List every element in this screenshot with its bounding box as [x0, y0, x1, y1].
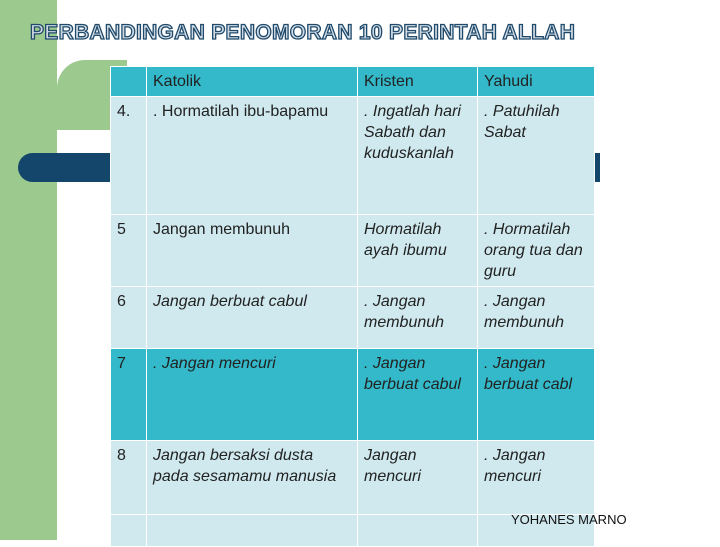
- katolik-cell: Jangan bersaksi dusta pada sesamamu manusia: [147, 441, 358, 515]
- katolik-cell: Jangan berbuat cabul: [147, 287, 358, 349]
- row-number: [111, 515, 147, 547]
- author-footer: YOHANES MARNO: [511, 512, 627, 527]
- kristen-cell: . Jangan membunuh: [358, 287, 478, 349]
- table-row: [111, 441, 595, 515]
- header-cell-kristen: Kristen: [358, 67, 478, 97]
- yahudi-cell: . Jangan berbuat cabl: [478, 349, 595, 441]
- comparison-table: [110, 66, 595, 547]
- decorative-green-bar: [0, 0, 57, 540]
- row-number: 4.: [111, 97, 147, 215]
- row-number: 8: [111, 441, 147, 515]
- row-number: 6: [111, 287, 147, 349]
- kristen-cell: [358, 515, 478, 547]
- kristen-cell: Jangan mencuri: [358, 441, 478, 515]
- kristen-cell: . Ingatlah hari Sabath dan kuduskanlah: [358, 97, 478, 215]
- yahudi-cell: . Hormatilah orang tua dan guru: [478, 215, 595, 287]
- table-row: [111, 97, 595, 215]
- row-number: 7: [111, 349, 147, 441]
- katolik-cell: [147, 515, 358, 547]
- table-header-row: [111, 67, 595, 97]
- kristen-cell: Hormatilah ayah ibumu: [358, 215, 478, 287]
- row-number: 5: [111, 215, 147, 287]
- katolik-cell: . Hormatilah ibu-bapamu: [147, 97, 358, 215]
- header-cell-katolik: Katolik: [147, 67, 358, 97]
- katolik-cell: . Jangan mencuri: [147, 349, 358, 441]
- table-row: [111, 349, 595, 441]
- header-cell-yahudi: Yahudi: [478, 67, 595, 97]
- slide-title: PERBANDINGAN PENOMORAN 10 PERINTAH ALLAH: [30, 21, 576, 44]
- katolik-cell: Jangan membunuh: [147, 215, 358, 287]
- header-cell-number: [111, 67, 147, 97]
- kristen-cell: . Jangan berbuat cabul: [358, 349, 478, 441]
- yahudi-cell: . Jangan membunuh: [478, 287, 595, 349]
- table-row: [111, 215, 595, 287]
- yahudi-cell: . Jangan mencuri: [478, 441, 595, 515]
- table-row: [111, 287, 595, 349]
- yahudi-cell: . Patuhilah Sabat: [478, 97, 595, 215]
